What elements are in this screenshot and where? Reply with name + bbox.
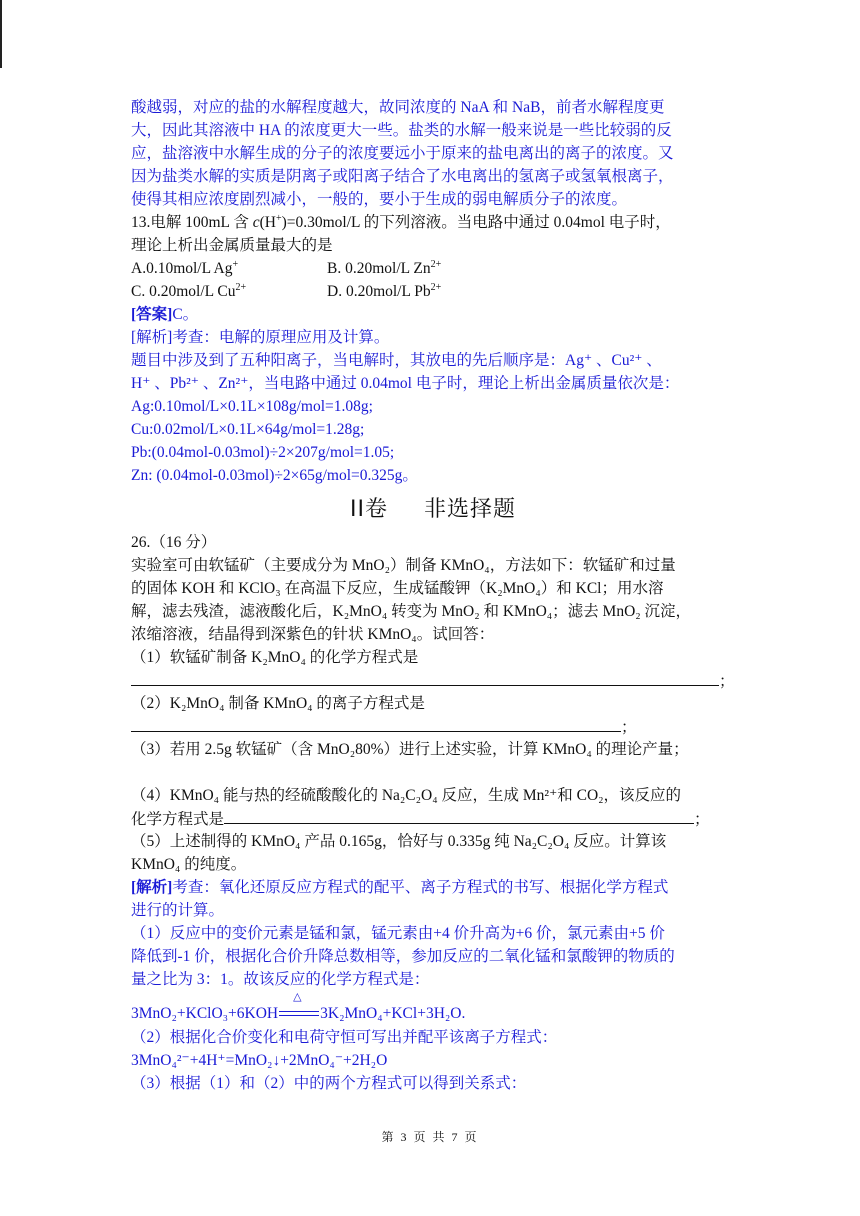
analysis-label: [解析] <box>131 879 173 896</box>
calc-line: Pb:(0.04mol-0.03mol)÷2×207g/mol=1.05; <box>131 444 395 461</box>
calc-line: Zn: (0.04mol-0.03mol)÷2×65g/mol=0.325g。 <box>131 467 418 484</box>
text: 化学方程式是 <box>131 811 225 828</box>
semicolon: ； <box>694 811 710 828</box>
question-13 <box>131 211 735 487</box>
section-title-text: 非选择题 <box>423 497 516 522</box>
answer-label: [答案] <box>131 306 173 323</box>
subquestion-1: （1）软锰矿制备 K₂MnO₄ 的化学方程式是 <box>131 649 419 666</box>
discharge-order-line-2: H⁺ 、Pb²⁺ 、Zn²⁺，当电路中通过 0.04mol 电子时，理论上析出金属质量依次是： <box>131 375 680 392</box>
answer-blank <box>131 669 719 686</box>
analysis-line <box>131 876 735 899</box>
answer-line <box>131 303 735 326</box>
equation-1 <box>131 991 735 1026</box>
semicolon: ； <box>621 719 637 736</box>
analysis-line <box>131 326 735 349</box>
analysis-text: 考查：电解的原理应用及计算。 <box>172 329 390 346</box>
subquestion-3: （3）若用 2.5g 软锰矿（含 MnO₂80%）进行上述实验，计算 KMnO₄ 的理论产量； <box>131 741 689 758</box>
spacer <box>131 991 735 999</box>
analysis-text: 考查：氧化还原反应方程式的配平、离子方程式的书写、根据化学方程式 <box>172 879 669 896</box>
answer-value: C。 <box>172 306 199 323</box>
intro-paragraph <box>131 96 735 211</box>
spacer <box>131 761 735 784</box>
stem-text: )=0.30mol/L 的下列溶液。当电路中通过 0.04mol 电子时， <box>281 214 671 231</box>
analysis-label: [解析] <box>131 329 173 346</box>
equation-2: 3MnO₄²⁻+4H⁺=MnO₂↓+2MnO₄⁻+2H₂O <box>131 1052 388 1069</box>
subquestion-4: （4）KMnO₄ 能与热的经硫酸酸化的 Na₂C₂O₄ 反应，生成 Mn²⁺和 CO₂，该反应的 <box>131 787 682 804</box>
calc-line: Cu:0.02mol/L×0.1L×64g/mol=1.28g; <box>131 421 365 438</box>
subquestion-2: （2）K₂MnO₄ 制备 KMnO₄ 的离子方程式是 <box>131 695 425 712</box>
text-line: 大，因此其溶液中 HA 的浓度更大一些。盐类的水解一般来说是一些比较弱的反 <box>131 122 672 139</box>
text-line: 浓缩溶液，结晶得到深紫色的针状 KMnO₄。试回答： <box>131 626 495 643</box>
options-row <box>131 280 735 303</box>
option-d: D. 0.20mol/L $Pb^{2+}$ <box>327 281 442 300</box>
text-line: 使得其相应浓度剧烈减小，一般的，要小于生成的弱电解质分子的浓度。 <box>131 191 628 208</box>
text-line: 的固体 KOH 和 KClO₃ 在高温下反应，生成锰酸钾（K₂MnO₄）和 KCl；用水溶 <box>131 580 664 597</box>
answer-blank-line-2 <box>131 715 735 738</box>
text-line: 因为盐类水解的实质是阴离子或阳离子结合了水电离出的氢离子或氢氧根离子， <box>131 168 674 185</box>
stem-superscript: + <box>275 212 282 224</box>
equation-left: 3MnO₂+KClO₃+6KOH <box>131 1005 279 1022</box>
answer-text-line: 降低到-1 价，根据化合价升降总数相等，参加反应的二氧化锰和氯酸钾的物质的 <box>131 948 675 965</box>
option-b: B. 0.20mol/L $Zn^{2+}$ <box>327 258 442 277</box>
document-page <box>131 96 735 1095</box>
section-heading <box>131 490 735 530</box>
semicolon: ； <box>719 673 735 690</box>
question-stem <box>131 211 735 234</box>
text-line: 应，盐溶液中水解生成的分子的浓度要远小于原来的盐电离出的离子的浓度。又 <box>131 145 674 162</box>
answer-blank <box>131 715 621 732</box>
question-header: 26.（16 分） <box>131 534 217 551</box>
text-line: 实验室可由软锰矿（主要成分为 MnO₂）制备 KMnO₄，方法如下：软锰矿和过量 <box>131 557 676 574</box>
answer-blank-line-1 <box>131 669 735 692</box>
answer-text-line: （2）根据化合价变化和电荷守恒可写出并配平该离子方程式： <box>131 1029 558 1046</box>
subquestion-5-line-2: KMnO₄ 的纯度。 <box>131 856 247 873</box>
option-c: C. 0.20mol/L $Cu^{2+}$ <box>131 281 247 300</box>
section-part: II卷 <box>350 497 388 522</box>
answer-text-line: （1）反应中的变价元素是锰和氯，锰元素由+4 价升高为+6 价，氯元素由+5 价 <box>131 925 665 942</box>
text-line: 酸越弱，对应的盐的水解程度越大，故同浓度的 NaA 和 NaB，前者水解程度更 <box>131 99 665 116</box>
answer-text-line: 量之比为 3：1。故该反应的化学方程式是： <box>131 971 430 988</box>
question-stem-2: 理论上析出金属质量最大的是 <box>131 237 333 254</box>
stem-text: 13.电解 100mL 含 <box>131 214 253 231</box>
subquestion-5: （5）上述制得的 KMnO₄ 产品 0.165g，恰好与 0.335g 纯 Na₂C₂O₄ 反应。计算该 <box>131 833 667 850</box>
option-a: A.0.10mol/L Ag+ <box>131 258 239 277</box>
equation-right: 3K₂MnO₄+KCl+3H₂O. <box>320 1005 466 1022</box>
heat-triangle-icon: △ <box>293 991 302 1003</box>
stem-symbol: c <box>252 214 260 231</box>
calc-line: Ag:0.10mol/L×0.1L×108g/mol=1.08g; <box>131 398 373 415</box>
page-footer: 第 3 页 共 7 页 <box>381 1130 479 1144</box>
subquestion-4-line-2 <box>131 807 735 830</box>
answer-blank <box>224 807 694 824</box>
question-26 <box>131 531 735 1095</box>
text-line: 解，滤去残渣，滤液酸化后，K₂MnO₄ 转变为 MnO₂ 和 KMnO₄；滤去 MnO₂ 沉淀， <box>131 603 692 620</box>
heating-equals-sign <box>279 991 319 1020</box>
discharge-order-line: 题目中涉及到了五种阳离子，当电解时，其放电的先后顺序是：Ag⁺ 、Cu²⁺ 、 <box>131 352 662 369</box>
analysis-line-2: 进行的计算。 <box>131 902 225 919</box>
stem-text: (H <box>259 214 276 231</box>
options-row <box>131 257 735 280</box>
page-edge-mark <box>0 0 2 68</box>
answer-text-line: （3）根据（1）和（2）中的两个方程式可以得到关系式： <box>131 1075 527 1092</box>
